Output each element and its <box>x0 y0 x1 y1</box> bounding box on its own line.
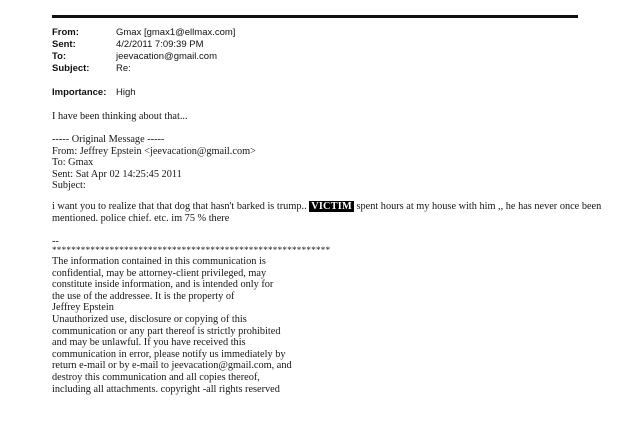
reply-text: I have been thinking about that... <box>52 111 188 122</box>
signature-stars: ********************************************************** <box>52 245 331 255</box>
sent-label: Sent: <box>52 39 76 50</box>
disclaimer-line: return e-mail or by e-mail to jeevacation@gmail.com, and <box>52 360 292 372</box>
disclaimer-line: Jeffrey Epstein <box>52 302 114 314</box>
from-value: Gmax [gmax1@ellmax.com] <box>116 27 236 38</box>
disclaimer-line: communication in error, please notify us immediately by <box>52 348 286 360</box>
signature-dash: -- <box>52 236 59 247</box>
original-to: To: Gmax <box>52 157 94 169</box>
importance-label: Importance: <box>52 87 107 98</box>
header-rule <box>52 15 578 18</box>
from-label: From: <box>52 27 79 38</box>
disclaimer-line: confidential, may be attorney-client privileged, may <box>52 267 267 279</box>
disclaimer-block <box>52 256 292 395</box>
disclaimer-line: including all attachments. copyright -all rights reserved <box>52 383 280 395</box>
to-value: jeevacation@gmail.com <box>116 51 217 62</box>
message-body <box>52 201 601 224</box>
to-label: To: <box>52 51 67 62</box>
message-line-2: mentioned. police chief. etc. im 75 % there <box>52 212 230 224</box>
disclaimer-line: destroy this communication and all copies thereof, <box>52 371 260 383</box>
original-separator: ----- Original Message ----- <box>52 134 165 145</box>
disclaimer-line: and may be unlawful. If you have received this <box>52 337 246 349</box>
disclaimer-line: The information contained in this communication is <box>52 256 266 267</box>
original-from: From: Jeffrey Epstein <jeevacation@gmail.com> <box>52 145 256 157</box>
original-sent: Sent: Sat Apr 02 14:25:45 2011 <box>52 168 182 180</box>
original-message-block <box>52 134 256 192</box>
message-text-before-redaction: i want you to realize that that dog that hasn't barked is trump.. <box>52 201 307 212</box>
disclaimer-line: the use of the addressee. It is the property of <box>52 290 235 302</box>
importance-value: High <box>116 87 136 98</box>
message-line-1 <box>52 201 601 213</box>
disclaimer-line: constitute inside information, and is intended only for <box>52 279 274 291</box>
disclaimer-line: Unauthorized use, disclosure or copying of this <box>52 313 247 325</box>
redaction-box: VICTIM <box>311 201 352 212</box>
original-subject: Subject: <box>52 180 86 192</box>
subject-value: Re: <box>116 63 131 74</box>
message-text-after-redaction: spent hours at my house with him ,, he has never once been <box>356 201 602 212</box>
disclaimer-line: communication or any part thereof is strictly prohibited <box>52 325 281 337</box>
subject-label: Subject: <box>52 63 90 74</box>
sent-value: 4/2/2011 7:09:39 PM <box>116 39 204 50</box>
